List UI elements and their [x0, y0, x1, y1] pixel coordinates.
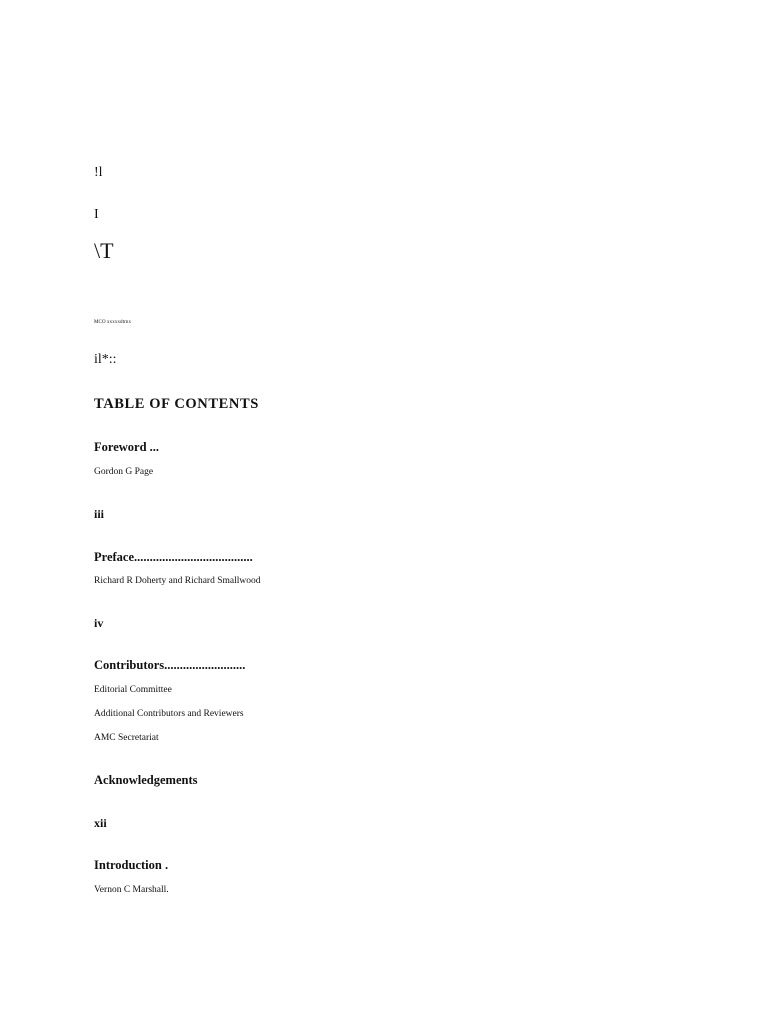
toc-author-introduction: Vernon C Marshall. [94, 885, 169, 895]
ocr-fragment-1: !l [94, 165, 103, 180]
ocr-fragment-2: I [94, 207, 99, 222]
toc-entry-preface: Preface...................................... [94, 550, 253, 564]
toc-author-preface: Richard R Doherty and Richard Smallwood [94, 576, 261, 586]
toc-author-foreword: Gordon G Page [94, 467, 154, 477]
toc-contributors-item: Additional Contributors and Reviewers [94, 709, 244, 719]
toc-page-acknowledgements: xii [94, 816, 107, 830]
toc-entry-acknowledgements: Acknowledgements [94, 773, 198, 787]
toc-page-foreword: iii [94, 507, 105, 521]
toc-heading: TABLE OF CONTENTS [94, 396, 259, 412]
ocr-fragment-4: il*:: [94, 352, 117, 367]
tiny-caption: MCO xxxxxdtrnx [94, 320, 132, 325]
toc-entry-foreword: Foreword ... [94, 440, 160, 454]
toc-contributors-item: Editorial Committee [94, 685, 172, 695]
toc-contributors-item: AMC Secretariat [94, 733, 159, 743]
toc-entry-introduction: Introduction . [94, 858, 169, 872]
toc-page-preface: iv [94, 616, 104, 630]
toc-entry-contributors: Contributors.......................... [94, 658, 246, 672]
ocr-fragment-3: \T [94, 238, 114, 263]
